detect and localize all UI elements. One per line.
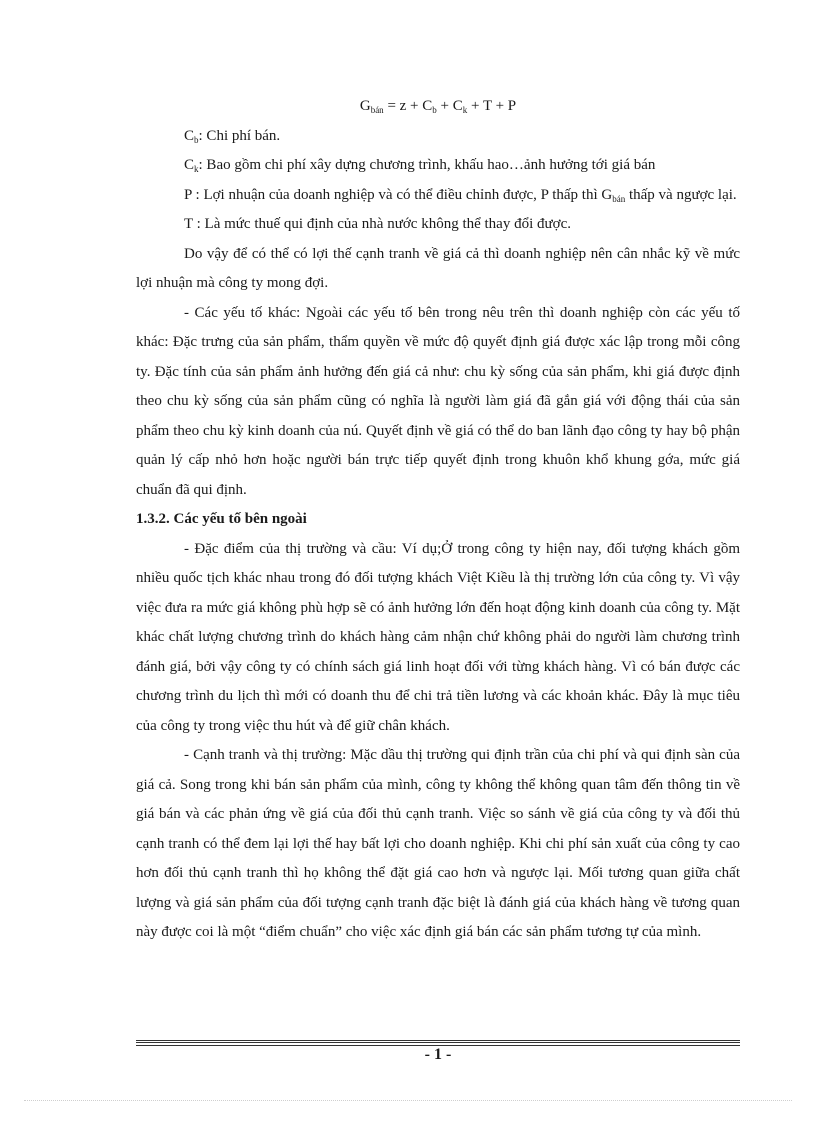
p-sub: bán [612,193,626,204]
cb-text: : Chi phí bán. [198,127,281,144]
page-bottom-border [24,1100,792,1101]
paragraph-other-factors: - Các yếu tố khác: Ngoài các yếu tố bên trong nêu trên thì doanh nghiệp còn các yếu tố khác: Đặc trưng của sản phẩm, thẩm quyền về mức độ quyết định giá được xác lập trong mỗi công ty. Đặc tính của sản phẩm ảnh hưởng đến giá cả như: chu kỳ sống của sản phẩm, khi giá được định theo chu kỳ sống của sản phẩm cũng có nghĩa là người làm giá đã gắn giá với động thái của sản phẩm theo chu kỳ kinh doanh của nú. Quyết định về giá có thể do ban lãnh đạo công ty hay bộ phận quản lý cấp nhỏ hơn hoặc người bán trực tiếp quyết định trong khuôn khổ khung gớa, mức giá chuẩn đã qui định. [136,304,740,498]
formula-tail: + T + P [467,98,517,114]
paragraph-profit: Do vậy để có thể có lợi thế cạnh tranh về giá cả thì doanh nghiệp nên cân nhắc kỹ về mức lợi nhuận mà công ty mong đợi. [136,245,740,291]
formula-g: G [359,98,371,114]
cb-symbol: C [184,127,195,144]
price-formula [136,92,740,122]
cb-sub: b [194,134,199,145]
formula-plus: + C [436,98,463,114]
formula-cb-sub: b [432,105,437,115]
ck-text: : Bao gồm chi phí xây dựng chương trình, khấu hao…ảnh hưởng tới giá bán [198,157,656,173]
definition-p [136,181,740,211]
definition-t: T : Là mức thuế qui định của nhà nước không thể thay đổi được. [184,216,571,232]
paragraph-competition: - Cạnh tranh và thị trường: Mặc dầu thị trường qui định trần của chi phí và qui định sàn của giá cả. Song trong khi bán sản phẩm của mình, công ty không thể không quan tâm đến thông tin về giá bán và các phản ứng về giá của đối thủ cạnh tranh. Việc so sánh về giá của công ty và đối thủ cạnh tranh có thể đem lại lợi thế hay bất lợi cho doanh nghiệp. Khi chi phí sản xuất của công ty cao hơn đối thủ cạnh tranh thì họ không thể đặt giá cao hơn và ngược lại. Mối tương quan giữa chất lượng và giá sản phẩm của đối tượng cạnh tranh đặc biệt là đánh giá của khách hàng về tương quan này được coi là một “điểm chuẩn” cho việc xác định giá bán các sản phẩm tương tự của mình. [136,747,740,940]
p-text-pre: P : Lợi nhuận của doanh nghiệp và có thể điều chỉnh được, P thấp thì G [184,186,613,203]
page-number: - 1 - [424,1046,452,1063]
document-body [136,92,740,948]
p-text-post: thấp và ngược lại. [625,186,737,203]
paragraph-market-demand: - Đặc điểm của thị trường và cầu: Ví dụ;Ở trong công ty hiện nay, đối tượng khách gồm nhiều quốc tịch khác nhau trong đó đối tượng khách Việt Kiều là thị trường lớn của công ty. Vì vậy việc đưa ra mức giá không phù hợp sẽ có ảnh hưởng lớn đến hoạt động kinh doanh của công ty. Mặt khác chất lượng chương trình do khách hàng cảm nhận chứ không phải do người làm chương trình đánh giá, bởi vậy công ty có chính sách giá linh hoạt đối với từng khách hàng. Vì có bán được các chương trình du lịch thì mới có doanh thu để chi trả tiền lương và các khoản khác. Đây là mục tiêu của công ty trong việc thu hút và để giữ chân khách. [136,540,740,734]
footer-rule-double [136,1040,740,1043]
definition-cb [136,122,740,152]
ck-sub: k [194,164,199,174]
formula-rest: = z + C [383,98,433,114]
formula-g-sub: bán [370,105,384,115]
definition-ck [136,151,740,181]
section-heading: 1.3.2. Các yếu tố bên ngoài [136,511,307,527]
ck-symbol: C [184,157,195,173]
formula-ck-sub: k [462,105,468,115]
